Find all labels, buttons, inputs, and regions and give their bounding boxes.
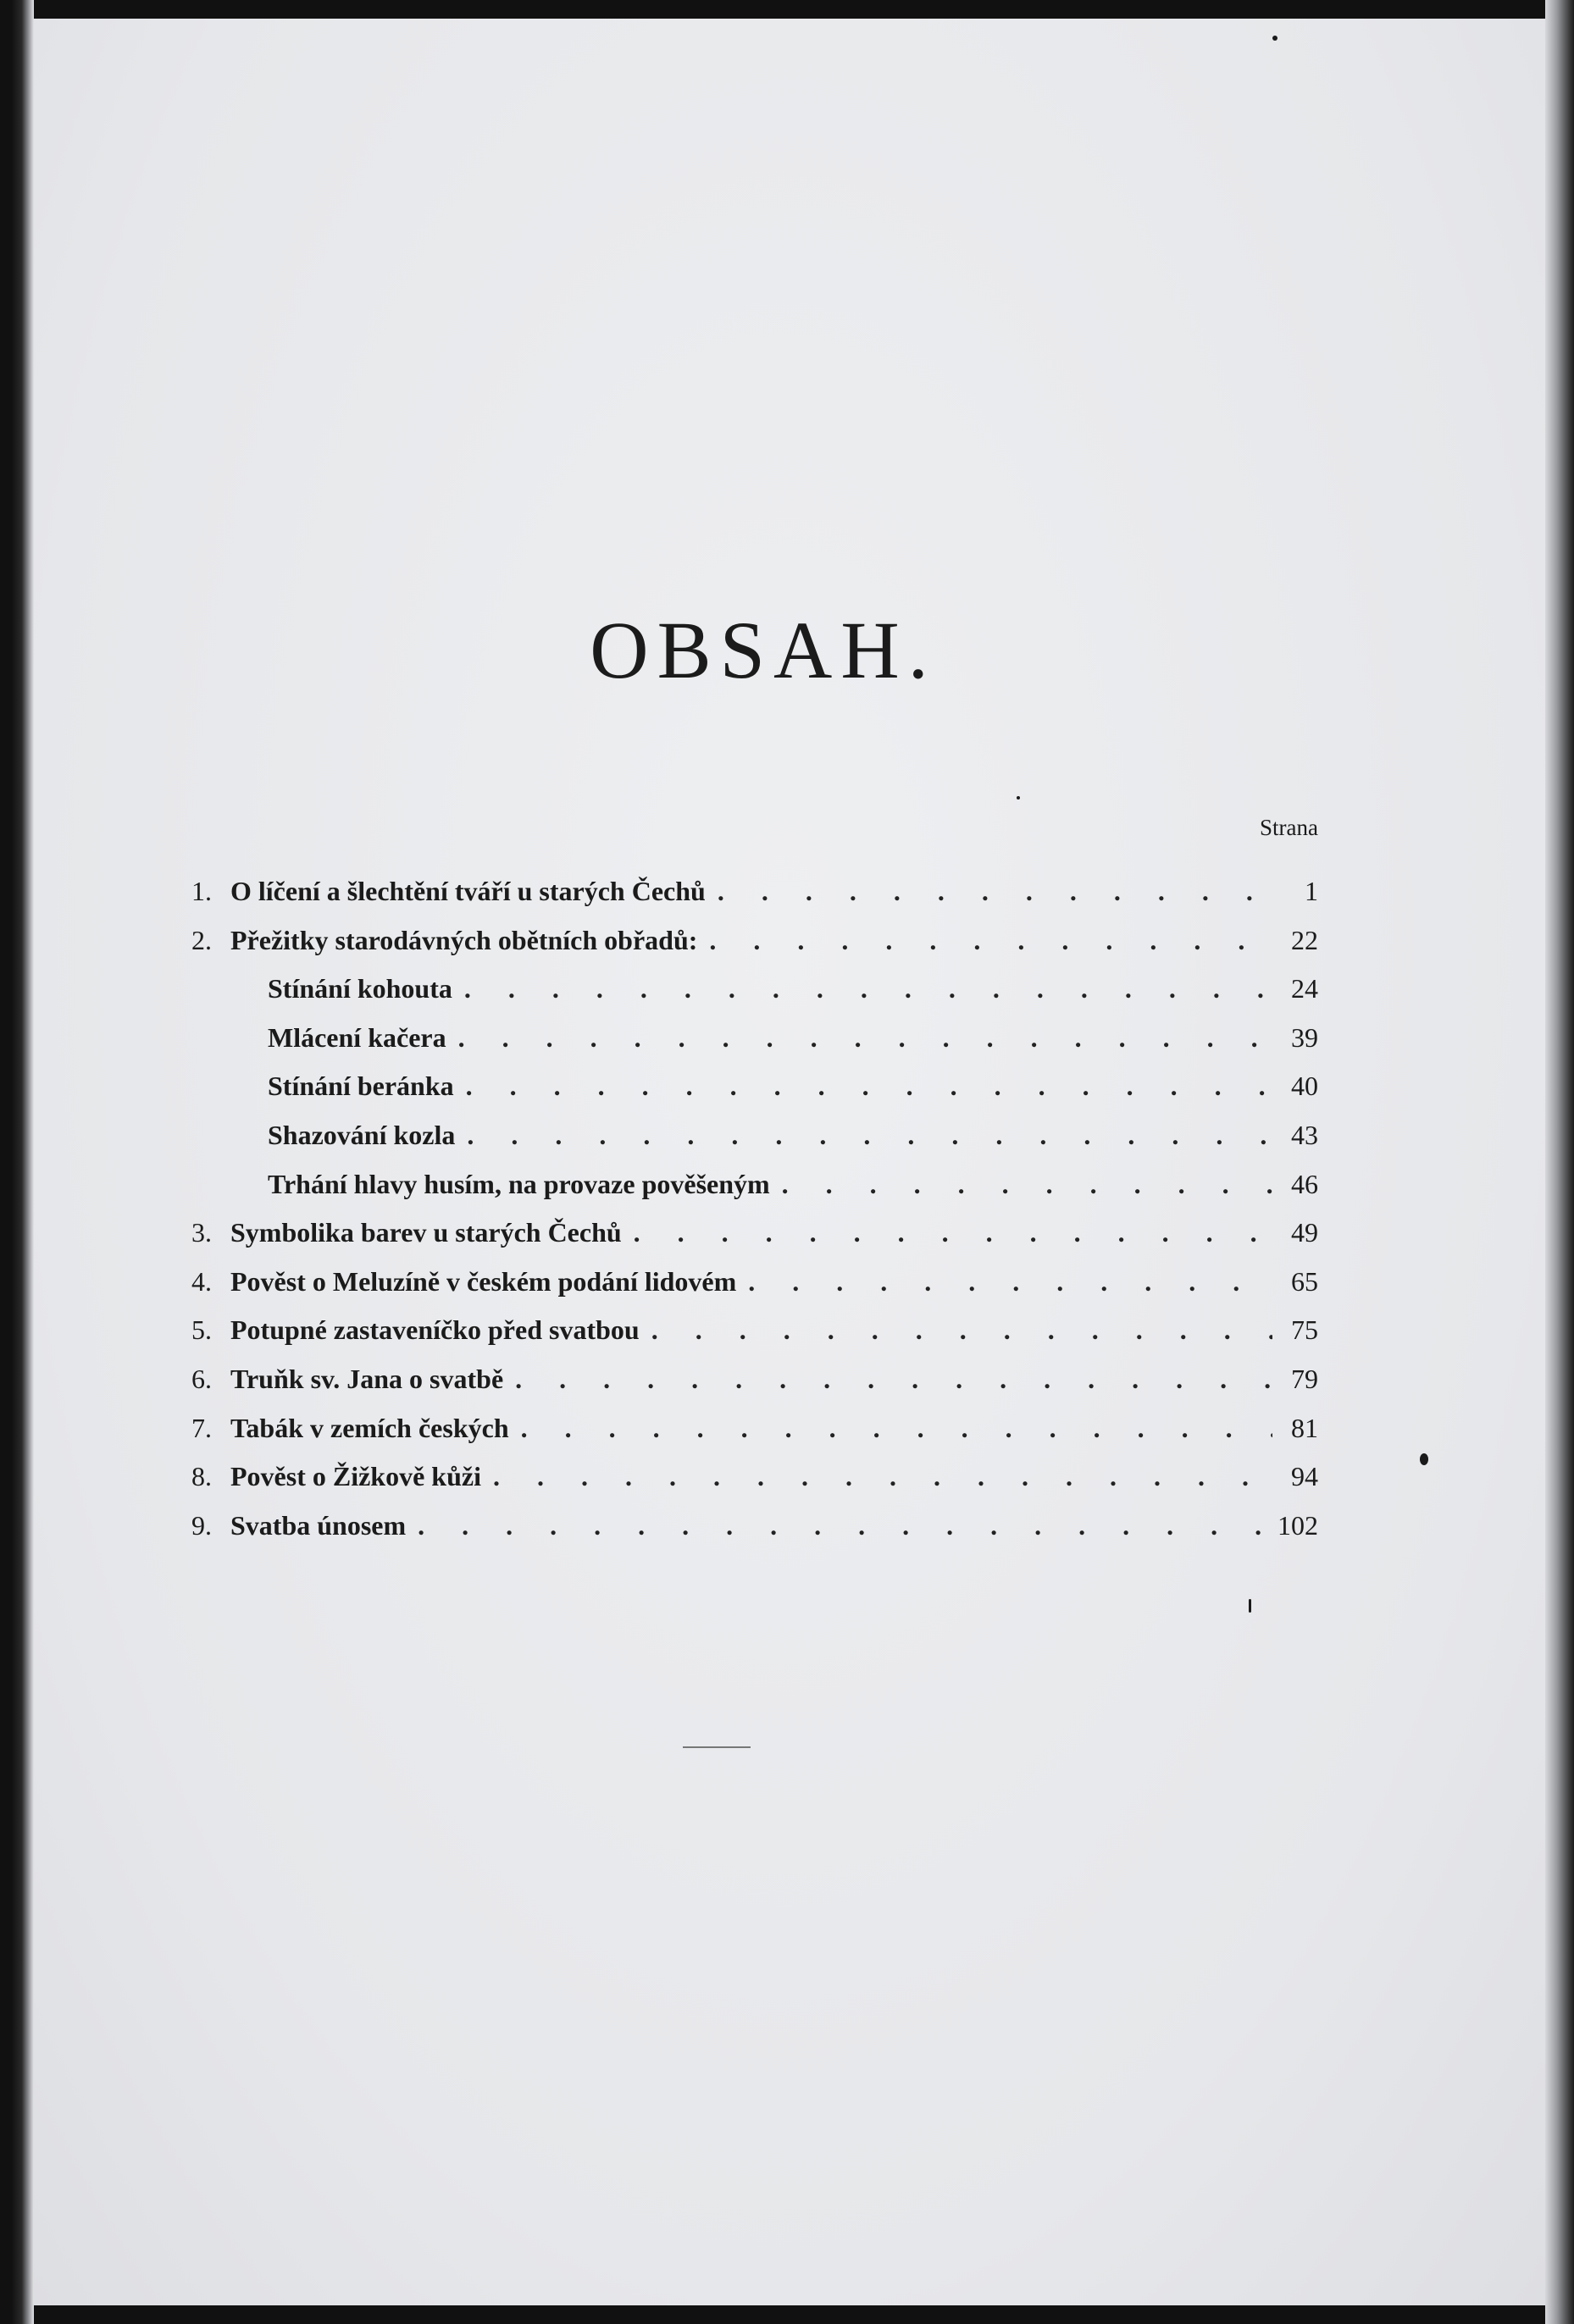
toc-entry-label: Stínání kohouta xyxy=(268,973,452,1004)
dot-leader xyxy=(467,1111,1272,1160)
toc-entry-page: 65 xyxy=(1291,1265,1318,1297)
toc-entry-label: Pověst o Meluzíně v českém podání lidovém xyxy=(230,1265,737,1297)
toc-subentry xyxy=(191,1062,1318,1111)
toc-entry xyxy=(191,916,1318,966)
dot-leader xyxy=(782,1160,1272,1209)
page-column-header: Strana xyxy=(1260,815,1318,840)
paper-sheet xyxy=(22,19,1547,2305)
toc-entry-page: 39 xyxy=(1291,1021,1318,1053)
ink-speck xyxy=(1249,1599,1251,1613)
toc-entry-label: Svatba únosem xyxy=(230,1509,407,1541)
dot-leader xyxy=(709,916,1272,966)
toc-entry-number: 3. xyxy=(191,1217,212,1248)
toc-entry-label: Symbolika barev u starých Čechů xyxy=(230,1217,622,1248)
toc-entry xyxy=(191,1209,1318,1258)
toc-subentry xyxy=(191,1111,1318,1160)
toc-entry-page: 49 xyxy=(1291,1217,1318,1248)
toc-subentry xyxy=(191,1014,1318,1063)
dot-leader xyxy=(718,867,1272,916)
dot-leader xyxy=(521,1404,1272,1453)
toc-entry-number: 9. xyxy=(191,1509,212,1541)
toc-entry-page: 24 xyxy=(1291,973,1318,1004)
toc-entry xyxy=(191,867,1318,916)
toc-entry-page: 94 xyxy=(1291,1461,1318,1492)
decorative-rule xyxy=(683,1746,751,1748)
toc-entry-label: O líčení a šlechtění tváří u starých Čechů xyxy=(230,876,706,906)
toc-entry xyxy=(191,1502,1318,1551)
toc-entry-page: 102 xyxy=(1277,1509,1318,1541)
toc-entry-number: 4. xyxy=(191,1265,212,1297)
ink-speck xyxy=(1017,796,1020,800)
toc-entry-label: Trhání hlavy husím, na provaze pověšeným xyxy=(268,1168,770,1199)
table-of-contents xyxy=(191,815,1318,1550)
toc-entry-page: 1 xyxy=(1305,876,1318,906)
toc-entry-label: Potupné zastaveníčko před svatbou xyxy=(230,1314,640,1346)
ink-speck xyxy=(1272,36,1277,41)
toc-entry-label: Shazování kozla xyxy=(268,1119,456,1150)
toc-entry-number: 6. xyxy=(191,1363,212,1394)
toc-entry-label: Tabák v zemích českých xyxy=(230,1412,509,1443)
toc-entry xyxy=(191,1404,1318,1453)
toc-subentry xyxy=(191,1160,1318,1209)
toc-entry-page: 79 xyxy=(1291,1363,1318,1394)
toc-entry-label: Stínání beránka xyxy=(268,1071,454,1102)
toc-entry-page: 81 xyxy=(1291,1412,1318,1443)
dot-leader xyxy=(466,1062,1272,1111)
dot-leader xyxy=(464,965,1272,1014)
dot-leader xyxy=(418,1502,1266,1551)
toc-entry-page: 22 xyxy=(1291,924,1318,955)
toc-entry-label: Pověst o Žižkově kůži xyxy=(230,1461,481,1492)
toc-entry-number: 8. xyxy=(191,1461,212,1492)
page-edge-shadow xyxy=(1545,0,1574,2324)
dot-leader xyxy=(634,1209,1272,1258)
toc-entry-number: 5. xyxy=(191,1314,212,1346)
dot-leader xyxy=(458,1014,1272,1063)
toc-entry-page: 40 xyxy=(1291,1071,1318,1102)
dot-leader xyxy=(493,1452,1272,1502)
toc-entry xyxy=(191,1355,1318,1404)
toc-entry-page: 75 xyxy=(1291,1314,1318,1346)
toc-entry xyxy=(191,1258,1318,1307)
toc-entry-page: 43 xyxy=(1291,1119,1318,1150)
page-title: OBSAH. xyxy=(590,605,937,695)
toc-entry xyxy=(191,1452,1318,1502)
ink-speck xyxy=(1420,1453,1428,1465)
toc-entry-number: 1. xyxy=(191,876,212,906)
toc-entry-number: 7. xyxy=(191,1412,212,1443)
toc-subentry xyxy=(191,965,1318,1014)
toc-entry-label: Přežitky starodávných obětních obřadů: xyxy=(230,924,698,955)
dot-leader xyxy=(651,1306,1272,1355)
dot-leader xyxy=(515,1355,1272,1404)
binding-edge xyxy=(12,0,34,2324)
toc-entry-label: Truňk sv. Jana o svatbě xyxy=(230,1363,504,1394)
toc-entry xyxy=(191,1306,1318,1355)
toc-entry-page: 46 xyxy=(1291,1168,1318,1199)
dot-leader xyxy=(748,1258,1272,1307)
toc-entry-number: 2. xyxy=(191,924,212,955)
toc-entry-label: Mlácení kačera xyxy=(268,1021,446,1053)
